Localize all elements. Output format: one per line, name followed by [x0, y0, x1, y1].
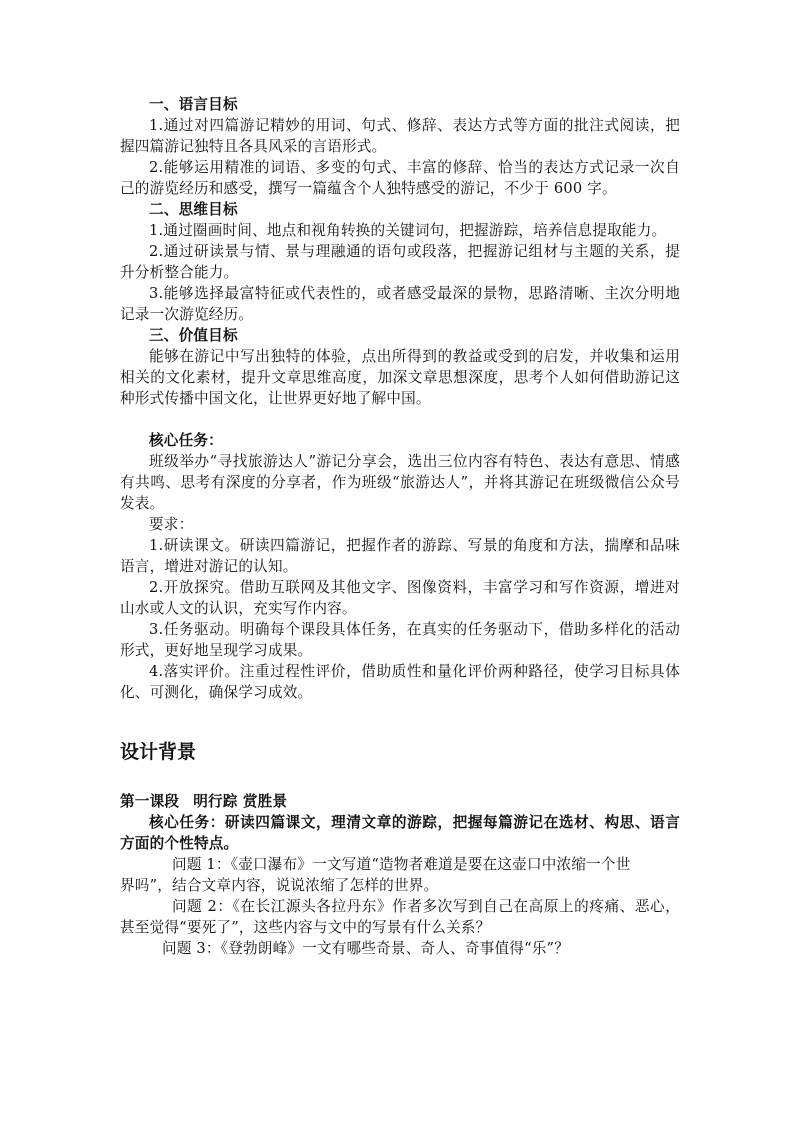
question-2: 问题 2：《在长江源头各拉丹东》作者多次写到自己在高原上的疼痛、恶心，甚至觉得“要死了”，这些内容与文中的写景有什么关系？: [120, 898, 680, 936]
language-goal-heading: 一、语言目标: [149, 96, 238, 113]
requirement-2: 2.开放探究。借助互联网及其他文字、图像资料，丰富学习和写作资源，增进对山水或人文的认识，充实写作内容。: [120, 579, 680, 617]
requirement-3: 3.任务驱动。明确每个课段具体任务，在真实的任务驱动下，借助多样化的活动形式，更好地呈现学习成果。: [120, 621, 680, 659]
requirements-heading: 要求：: [149, 516, 194, 533]
section-1-core-task: 核心任务：研读四篇课文，理清文章的游踪，把握每篇游记在选材、构思、语言方面的个性特点。: [120, 814, 680, 852]
spacer: [120, 409, 680, 430]
requirement-4: 4.落实评价。注重过程性评价，借助质性和量化评价两种路径，使学习目标具体化、可测化，确保学习成效。: [120, 663, 680, 701]
question-1-line-2: 界吗”，结合文章内容，说说浓缩了怎样的世界。: [120, 877, 439, 894]
value-goal-heading: 三、价值目标: [149, 327, 238, 344]
language-goal-1: 1.通过对四篇游记精妙的用词、句式、修辞、表达方式等方面的批注式阅读，把握四篇游记独特且各具风采的言语形式。: [120, 117, 680, 155]
core-task-body: 班级举办“寻找旅游达人”游记分享会，选出三位内容有特色、表达有意思、情感有共鸣、思考有深度的分享者，作为班级“旅游达人”，并将其游记在班级微信公众号发表。: [120, 453, 680, 512]
value-goal-1: 能够在游记中写出独特的体验，点出所得到的教益或受到的启发，并收集和运用相关的文化素材，提升文章思维高度，加深文章思想深度，思考个人如何借助游记这种形式传播中国文化，让世界更好地了解中国。: [120, 348, 680, 407]
document-page: [120, 94, 680, 959]
language-goal-2: 2.能够运用精准的词语、多变的句式、丰富的修辞、恰当的表达方式记录一次自己的游览经历和感受，撰写一篇蕴含个人独特感受的游记，不少于 600 字。: [120, 159, 680, 197]
core-task-heading: 核心任务：: [149, 432, 223, 449]
section-1-title: [120, 791, 680, 812]
section-1-name: 明行踪 赏胜景: [193, 793, 288, 810]
thinking-goal-heading: 二、思维目标: [149, 201, 238, 218]
requirement-1: 1.研读课文。研读四篇游记，把握作者的游踪、写景的角度和方法，揣摩和品味语言，增进对游记的认知。: [120, 537, 680, 575]
question-1-line-1: 问题 1：《壶口瀑布》一文写道“造物者难道是要在这壶口中浓缩一个世: [172, 856, 631, 873]
thinking-goal-3: 3.能够选择最富特征或代表性的，或者感受最深的景物，思路清晰、主次分明地记录一次游览经历。: [120, 285, 680, 323]
design-background-title: 设计背景: [120, 741, 197, 763]
section-1-label: 第一课段: [120, 793, 180, 810]
question-3: 问题 3：《登勃朗峰》一文有哪些奇景、奇人、奇事值得“乐”？: [162, 940, 569, 957]
thinking-goal-1: 1.通过圈画时间、地点和视角转换的关键词句，把握游踪，培养信息提取能力。: [149, 222, 667, 239]
thinking-goal-2: 2.通过研读景与情、景与理融通的语句或段落，把握游记组材与主题的关系，提升分析整合能力。: [120, 243, 680, 281]
